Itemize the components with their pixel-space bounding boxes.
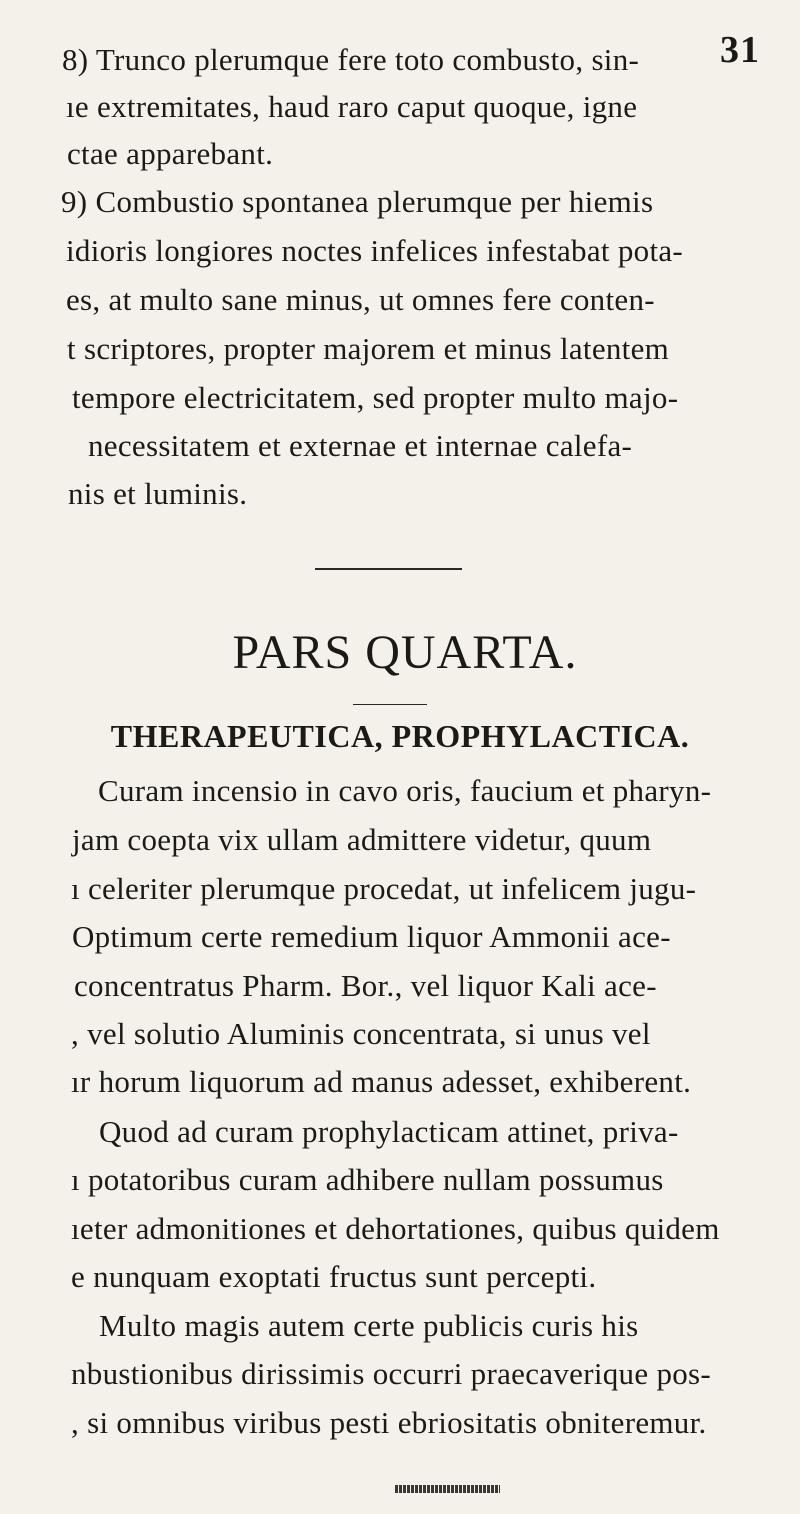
text-line: nbustionibus dirissimis occurri praecaverique pos- xyxy=(71,1356,712,1391)
text-line: ı potatoribus curam adhibere nullam possumus xyxy=(71,1162,664,1197)
text-line: e nunquam exoptati fructus sunt percepti. xyxy=(71,1259,597,1294)
text-line: necessitatem et externae et internae calefa- xyxy=(88,428,633,463)
text-line: Multo magis autem certe publicis curis his xyxy=(99,1308,639,1343)
text-line: Curam incensio in cavo oris, faucium et pharyn- xyxy=(98,773,712,808)
text-line: Optimum certe remedium liquor Ammonii ace- xyxy=(72,919,671,954)
text-line: 9) Combustio spontanea plerumque per hiemis xyxy=(61,184,654,219)
text-line: jam coepta vix ullam admittere videtur, quum xyxy=(72,822,652,857)
text-line: t scriptores, propter majorem et minus latentem xyxy=(67,331,670,366)
text-line: 8) Trunco plerumque fere toto combusto, sin- xyxy=(62,42,640,77)
text-line: nis et luminis. xyxy=(68,476,248,511)
title-underline xyxy=(353,704,427,705)
text-line: ıe extremitates, haud raro caput quoque, igne xyxy=(66,89,638,124)
section-divider xyxy=(315,568,462,570)
text-line: Quod ad curam prophylacticam attinet, priva- xyxy=(99,1114,679,1149)
text-line: ır horum liquorum ad manus adesset, exhiberent. xyxy=(71,1064,692,1099)
footer-ornament xyxy=(395,1485,500,1493)
part-subtitle: THERAPEUTICA, PROPHYLACTICA. xyxy=(110,718,690,754)
text-line: es, at multo sane minus, ut omnes fere conten- xyxy=(66,282,655,317)
text-line: concentratus Pharm. Bor., vel liquor Kali ace- xyxy=(74,968,657,1003)
part-title: PARS QUARTA. xyxy=(232,626,578,679)
page-number: 31 xyxy=(720,29,760,71)
text-line: idioris longiores noctes infelices infestabat pota- xyxy=(66,233,684,268)
text-line: ctae apparebant. xyxy=(67,136,274,171)
text-line: , si omnibus viribus pesti ebriositatis obniteremur. xyxy=(71,1405,707,1440)
text-line: ı celeriter plerumque procedat, ut infelicem jugu- xyxy=(71,871,697,906)
text-line: tempore electricitatem, sed propter multo majo- xyxy=(72,380,679,415)
text-line: , vel solutio Aluminis concentrata, si unus vel xyxy=(71,1016,651,1051)
text-line: ıeter admonitiones et dehortationes, quibus quidem xyxy=(71,1211,720,1246)
